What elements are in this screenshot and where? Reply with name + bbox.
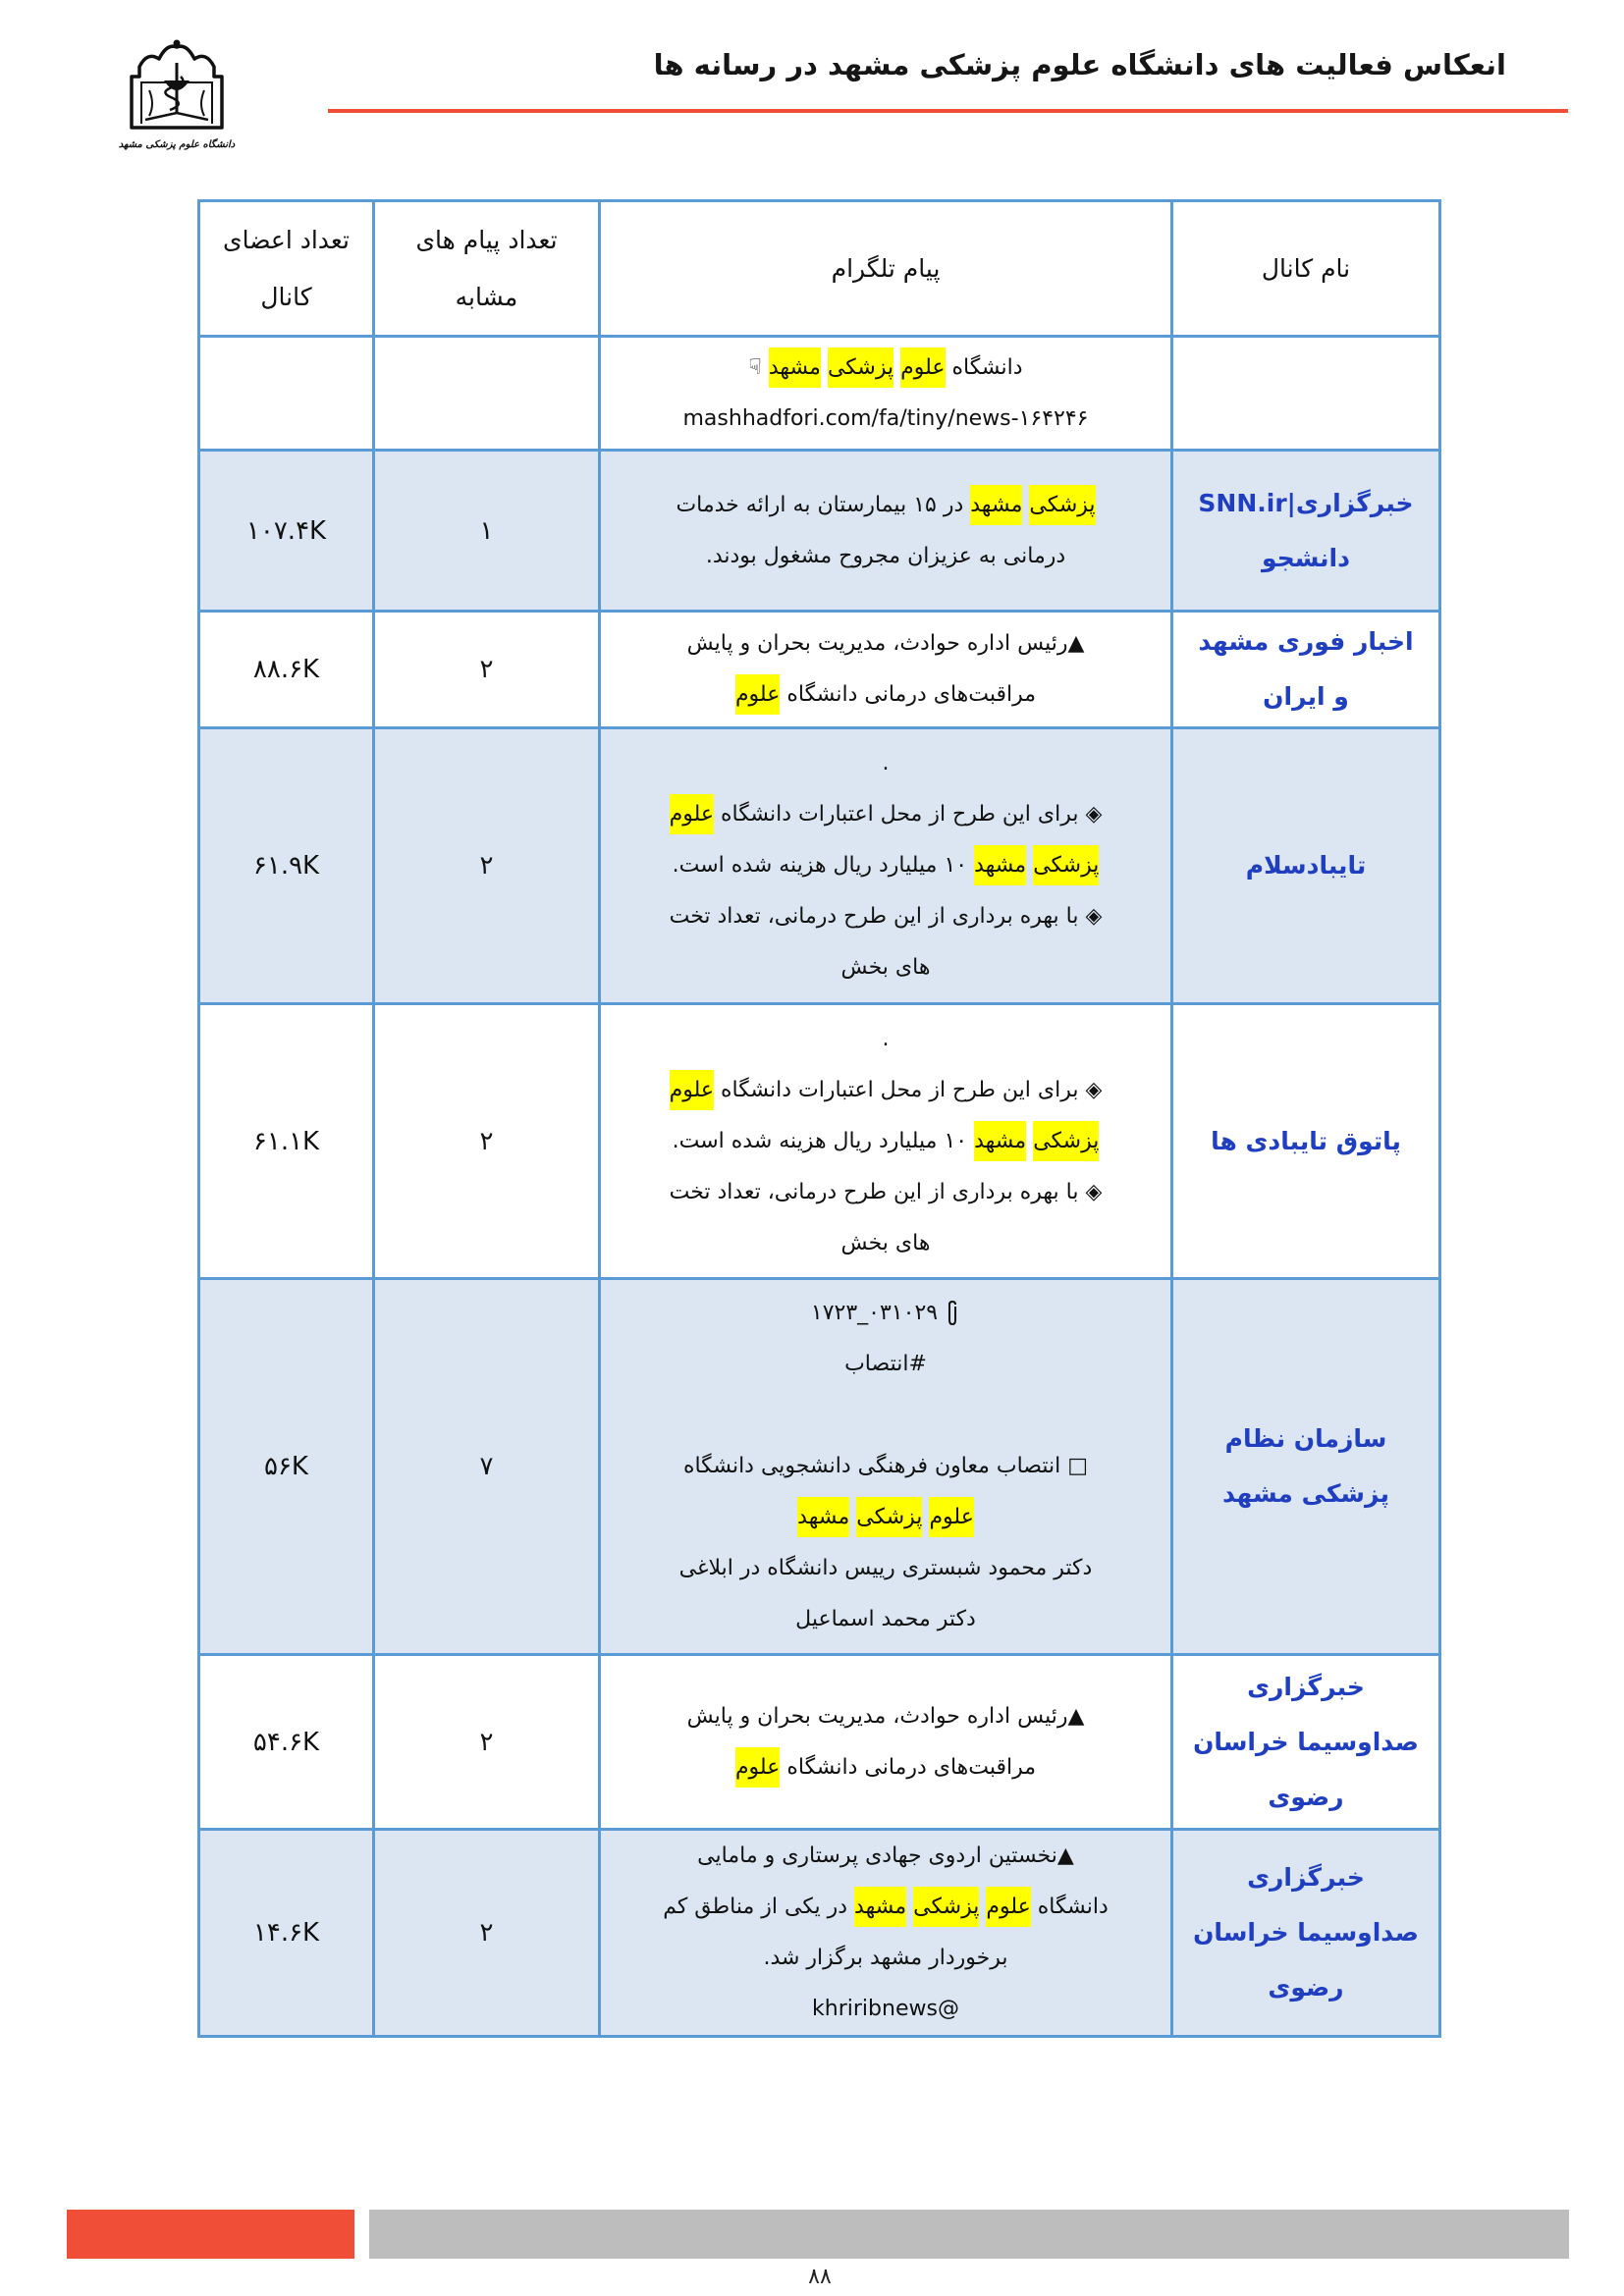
media-coverage-table	[197, 199, 1441, 2038]
message-cell	[600, 451, 1172, 612]
message-text: درمانی به عزیزان مجروح مشغول بودند.	[705, 543, 1066, 568]
message-line	[609, 1492, 1163, 1543]
message-line	[609, 1167, 1163, 1218]
highlighted-term: مشهد	[974, 845, 1026, 885]
message-text: در ۱۵ بیمارستان به ارائه خدمات	[676, 492, 971, 517]
message-line	[609, 394, 1163, 445]
message-line	[609, 480, 1163, 531]
message-cell	[600, 1830, 1172, 2037]
university-emblem-icon	[116, 35, 238, 137]
message-text: #انتصاب	[844, 1352, 927, 1376]
channel-name-line: و ایران	[1263, 682, 1349, 711]
message-cell	[600, 612, 1172, 728]
column-header-line: مشابه	[455, 282, 518, 311]
similar-count-value: ۲	[479, 655, 494, 684]
diamond-bullet-icon: ◈	[1085, 1179, 1103, 1204]
message-text: دکتر محمود شبستری رییس دانشگاه در ابلاغی	[678, 1556, 1093, 1580]
message-line	[609, 1218, 1163, 1269]
members-count-cell	[199, 1004, 374, 1279]
channel-cell	[1172, 728, 1440, 1004]
table-row	[199, 337, 1440, 451]
page-number: ۸۸	[808, 2265, 832, 2289]
channel-name-line: صداوسیما خراسان	[1193, 1727, 1419, 1756]
message-line	[609, 343, 1163, 394]
channel-name-line: اخبار فوری مشهد	[1198, 627, 1414, 656]
highlighted-term: مشهد	[797, 1497, 849, 1537]
message-line	[609, 618, 1163, 669]
highlighted-term: مشهد	[769, 347, 821, 388]
members-count-value: ۱۴.۶K	[252, 1918, 320, 1948]
highlighted-term: پزشکی	[856, 1497, 922, 1537]
message-text: ▲نخستین اردوی جهادی پرستاری و مامایی	[697, 1843, 1074, 1868]
channel-cell	[1172, 451, 1440, 612]
diamond-bullet-icon: ◈	[1085, 1077, 1103, 1102]
message-line	[609, 840, 1163, 891]
diamond-bullet-icon: ◈	[1085, 802, 1103, 827]
message-line	[609, 1339, 1163, 1390]
highlighted-term: پزشکی	[1029, 485, 1095, 525]
message-text: khriribnews@	[812, 1997, 959, 2021]
highlighted-term: علوم	[735, 1747, 780, 1788]
message-line	[609, 738, 1163, 789]
message-text: برای این طرح از محل اعتبارات دانشگاه	[714, 802, 1086, 827]
table-body	[199, 337, 1440, 2037]
members-count-value: ۵۶K	[264, 1452, 308, 1481]
message-cell	[600, 1655, 1172, 1830]
highlighted-term: پزشکی	[913, 1887, 979, 1927]
table-row	[199, 728, 1440, 1004]
similar-count-cell	[374, 1655, 600, 1830]
channel-name-line: تایبادسلام	[1245, 851, 1367, 880]
highlighted-term: علوم	[670, 1070, 714, 1110]
message-text: .	[882, 751, 890, 775]
highlighted-term: مشهد	[974, 1121, 1026, 1161]
similar-count-value: ۲	[479, 1126, 494, 1156]
channel-name-line: SNN.ir|خبرگزاری	[1198, 488, 1414, 517]
channel-name-line: دانشجو	[1262, 543, 1350, 572]
members-count-cell	[199, 728, 374, 1004]
highlighted-term: مشهد	[854, 1887, 906, 1927]
message-line	[609, 1116, 1163, 1167]
members-count-value: ۸۸.۶K	[252, 655, 320, 684]
channel-cell	[1172, 1655, 1440, 1830]
message-text: ▲رئیس اداره حوادث، مدیریت بحران و پایش	[686, 1703, 1085, 1729]
message-text: مراقبت‌های درمانی دانشگاه	[780, 1754, 1037, 1780]
members-count-value: ۵۴.۶K	[252, 1727, 320, 1757]
similar-count-cell	[374, 337, 600, 451]
table-row	[199, 612, 1440, 728]
table-row	[199, 1655, 1440, 1830]
similar-count-cell	[374, 451, 600, 612]
message-line	[609, 1933, 1163, 1984]
message-line	[609, 669, 1163, 721]
footer-accent-bar	[67, 2210, 354, 2259]
message-text: mashhadfori.com/fa/tiny/news-۱۶۴۲۴۶	[682, 405, 1089, 431]
similar-count-value: ۲	[479, 1918, 494, 1948]
message-text	[762, 355, 769, 380]
highlighted-term: علوم	[986, 1887, 1030, 1927]
column-header-line: نام کانال	[1261, 253, 1351, 283]
message-text: دانشگاه	[945, 354, 1023, 380]
message-line	[609, 1742, 1163, 1793]
message-line	[609, 1441, 1163, 1492]
message-line	[609, 1014, 1163, 1065]
table-row	[199, 1279, 1440, 1655]
members-count-cell	[199, 1655, 374, 1830]
message-text: .	[882, 1026, 890, 1051]
title-underline	[328, 109, 1568, 113]
message-line	[609, 942, 1163, 993]
message-text: دکتر محمد اسماعیل	[795, 1607, 976, 1631]
message-text: ۱۷۲۳_۰۳۱۰۲۹	[810, 1301, 939, 1325]
table-row	[199, 451, 1440, 612]
university-logo	[108, 35, 245, 163]
highlighted-term: پزشکی	[1033, 845, 1099, 885]
message-line	[609, 1691, 1163, 1742]
channel-name-line: رضوی	[1268, 1782, 1344, 1811]
paperclip-icon	[945, 1301, 960, 1325]
highlighted-term: مشهد	[970, 485, 1022, 525]
members-count-cell	[199, 1279, 374, 1655]
message-text: برای این طرح از محل اعتبارات دانشگاه	[714, 1077, 1086, 1102]
column-header-line: تعداد پیام های	[415, 225, 558, 254]
message-text: با بهره برداری از این طرح درمانی، تعداد تخت	[669, 1179, 1086, 1204]
members-count-cell	[199, 451, 374, 612]
channel-name-line: رضوی	[1268, 1973, 1344, 2002]
similar-count-value: ۷	[479, 1452, 494, 1481]
table-header	[199, 201, 1440, 337]
column-header-message	[600, 201, 1172, 337]
message-line	[609, 1831, 1163, 1882]
message-cell	[600, 728, 1172, 1004]
channel-name-line: پزشکی مشهد	[1222, 1479, 1389, 1508]
message-line	[609, 1543, 1163, 1594]
message-cell	[600, 1279, 1172, 1655]
message-text: های بخش	[840, 1230, 931, 1255]
message-text: ۱۰ میلیارد ریال هزینه شده است.	[672, 853, 975, 878]
members-count-value: ۶۱.۱K	[252, 1126, 320, 1156]
message-text: □ انتصاب معاون فرهنگی دانشجویی دانشگاه	[682, 1454, 1089, 1478]
channel-cell	[1172, 1830, 1440, 2037]
message-cell	[600, 337, 1172, 451]
message-text: در یکی از مناطق کم	[663, 1895, 855, 1919]
message-line	[609, 1390, 1163, 1441]
channel-cell	[1172, 1279, 1440, 1655]
message-text: دانشگاه	[1030, 1895, 1109, 1919]
table-row	[199, 1830, 1440, 2037]
column-header-line: کانال	[260, 282, 312, 311]
members-count-value: ۱۰۷.۴K	[245, 515, 327, 546]
members-count-cell	[199, 1830, 374, 2037]
similar-count-value: ۱	[479, 515, 494, 546]
pointing-down-icon: ☟	[748, 354, 762, 380]
highlighted-term: علوم	[900, 347, 945, 388]
members-count-cell	[199, 612, 374, 728]
message-line	[609, 1288, 1163, 1339]
column-header-line: تعداد اعضای	[223, 225, 350, 254]
similar-count-cell	[374, 1004, 600, 1279]
column-header-line: پیام تلگرام	[831, 253, 941, 283]
channel-cell	[1172, 612, 1440, 728]
highlighted-term: پزشکی	[828, 347, 893, 388]
similar-count-value: ۲	[479, 851, 494, 881]
highlighted-term: علوم	[735, 674, 780, 715]
message-line	[609, 1594, 1163, 1645]
column-header-channel	[1172, 201, 1440, 337]
message-text: مراقبت‌های درمانی دانشگاه	[780, 682, 1037, 707]
message-text: های بخش	[840, 955, 931, 980]
message-line	[609, 891, 1163, 942]
highlighted-term: علوم	[670, 794, 714, 834]
similar-count-value: ۲	[479, 1727, 494, 1757]
members-count-value: ۶۱.۹K	[252, 851, 320, 881]
channel-name-line: پاتوق تایبادی ها	[1211, 1126, 1401, 1155]
highlighted-term: پزشکی	[1033, 1121, 1099, 1161]
page-title: انعکاس فعالیت های دانشگاه علوم پزشکی مشهد در رسانه ها	[653, 48, 1506, 81]
table-row	[199, 1004, 1440, 1279]
message-text: برخوردار مشهد برگزار شد.	[763, 1946, 1008, 1970]
footer-gray-bar	[369, 2210, 1569, 2259]
message-text	[821, 355, 828, 380]
similar-count-cell	[374, 1279, 600, 1655]
column-header-members	[199, 201, 374, 337]
similar-count-cell	[374, 612, 600, 728]
highlighted-term: علوم	[929, 1497, 973, 1537]
channel-cell	[1172, 1004, 1440, 1279]
similar-count-cell	[374, 1830, 600, 2037]
message-text: ▲رئیس اداره حوادث، مدیریت بحران و پایش	[686, 631, 1085, 656]
message-cell	[600, 1004, 1172, 1279]
column-header-similar-count	[374, 201, 600, 337]
message-line	[609, 789, 1163, 840]
channel-cell	[1172, 337, 1440, 451]
message-line	[609, 1984, 1163, 2035]
table-header-row	[199, 201, 1440, 337]
message-line	[609, 1882, 1163, 1933]
message-text: ۱۰ میلیارد ریال هزینه شده است.	[672, 1128, 975, 1153]
channel-name-line: خبرگزاری	[1247, 1863, 1365, 1892]
logo-caption: دانشگاه علوم پزشکی مشهد	[118, 139, 236, 150]
message-line	[609, 531, 1163, 582]
diamond-bullet-icon: ◈	[1085, 904, 1103, 929]
channel-name-line: خبرگزاری	[1247, 1672, 1365, 1701]
similar-count-cell	[374, 728, 600, 1004]
message-text: با بهره برداری از این طرح درمانی، تعداد تخت	[669, 904, 1086, 929]
channel-name-line: صداوسیما خراسان	[1193, 1918, 1419, 1947]
message-line	[609, 1065, 1163, 1116]
channel-name-line: سازمان نظام	[1224, 1424, 1387, 1453]
members-count-cell	[199, 337, 374, 451]
